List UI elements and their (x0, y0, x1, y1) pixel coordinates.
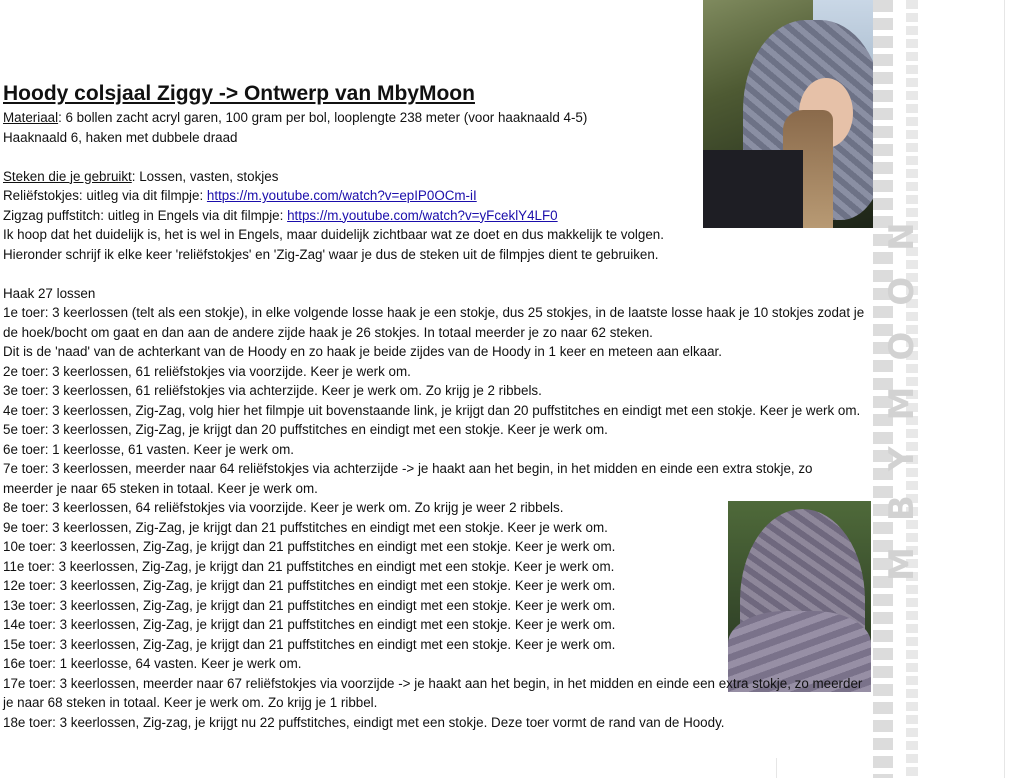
materials-label: Materiaal (3, 110, 59, 125)
footer-rule (776, 758, 777, 778)
row-1: 1e toer: 3 keerlossen (telt als een stokje), in elke volgende losse haak je een stokje, dus 25 stokjes, in de laatste losse haak je 10 stokjes zodat je de hoek/bocht om gaat en dan aan de andere zijde haak je 26 stokjes. In totaal meerder je zo naar 62 steken. (3, 305, 865, 340)
row-17: 17e toer: 3 keerlossen, meerder naar 67 reliëfstokjes via voorzijde -> je haakt aan het begin, in het midden en einde een extra stokje, zo meerder je naar 68 steken in totaal. Keer je werk om. Zo krijg je 1 ribbel. (3, 675, 863, 710)
intro-line-2: Hieronder schrijf ik elke keer 'reliëfstokjes' en 'Zig-Zag' waar je dus de steken uit de filmpjes dient te gebruiken. (3, 246, 659, 262)
row-14: 14e toer: 3 keerlossen, Zig-Zag, je krijgt dan 21 puffstitches en eindigt met een stokje. Keer je werk om. (3, 617, 616, 632)
intro-line-1: Ik hoop dat het duidelijk is, het is wel in Engels, maar duidelijk zichtbaar wat ze doet en dus makkelijk te volgen. (3, 227, 664, 242)
start-chain: Haak 27 lossen (3, 285, 96, 301)
row-10: 10e toer: 3 keerlossen, Zig-Zag, je krijgt dan 21 puffstitches en eindigt met een stokje. Keer je werk om. (3, 539, 616, 554)
zigzag-text: Zigzag puffstitch: uitleg in Engels via dit filmpje: (3, 207, 288, 223)
row-12: 12e toer: 3 keerlossen, Zig-Zag, je krijgt dan 21 puffstitches en eindigt met een stokje. Keer je werk om. (3, 578, 616, 593)
row-18: 18e toer: 3 keerlossen, Zig-zag, je krijgt nu 22 puffstitches, eindigt met een stokje. Deze toer vormt de rand van de Hoody. (3, 714, 725, 730)
relief-line (3, 186, 873, 206)
row-1-note: Dit is de 'naad' van de achterkant van de Hoody en zo haak je beide zijdes van de Hoody in 1 keer en meteen aan elkaar. (3, 344, 723, 359)
row-5: 5e toer: 3 keerlossen, Zig-Zag, je krijgt dan 20 puffstitches en eindigt met een stokje. Keer je werk om. (3, 422, 608, 437)
row-15: 15e toer: 3 keerlossen, Zig-Zag, je krijgt dan 21 puffstitches en eindigt met een stokje. Keer je werk om. (3, 636, 616, 652)
relief-video-link[interactable]: https://m.youtube.com/watch?v=epIP0OCm-iI (206, 188, 477, 203)
row-2: 2e toer: 3 keerlossen, 61 reliëfstokjes via voorzijde. Keer je werk om. (3, 363, 411, 379)
row-11: 11e toer: 3 keerlossen, Zig-Zag, je krijgt dan 21 puffstitches en eindigt met een stokje. Keer je werk om. (3, 558, 615, 574)
page-title: Hoody colsjaal Ziggy -> Ontwerp van MbyMoon (3, 82, 475, 105)
stitches-line (3, 167, 873, 187)
pattern-document (3, 80, 873, 732)
relief-text: Reliëfstokjes: uitleg via dit filmpje: (3, 188, 207, 203)
row-7: 7e toer: 3 keerlossen, meerder naar 64 reliëfstokjes via achterzijde -> je haakt aan het begin, in het midden en einde een extra stokje, zo meerder je naar 65 steken in totaal. Keer je werk om. (3, 461, 813, 496)
watermark-text: MBYMOON (882, 196, 922, 582)
row-8: 8e toer: 3 keerlossen, 64 reliëfstokjes via voorzijde. Keer je werk om. Zo krijg je weer 2 ribbels. (3, 500, 564, 515)
row-3: 3e toer: 3 keerlossen, 61 reliëfstokjes via achterzijde. Keer je werk om. Zo krijg je 2 ribbels. (3, 383, 542, 398)
materials-text: : 6 bollen zacht acryl garen, 100 gram per bol, looplengte 238 meter (voor haaknaald 4-5) (58, 110, 588, 125)
stitches-text: : Lossen, vasten, stokjes (131, 168, 279, 184)
row-13: 13e toer: 3 keerlossen, Zig-Zag, je krijgt dan 21 puffstitches en eindigt met een stokje. Keer je werk om. (3, 597, 616, 613)
row-6: 6e toer: 1 keerlosse, 61 vasten. Keer je werk om. (3, 441, 295, 457)
zigzag-line (3, 206, 873, 226)
hook-line: Haaknaald 6, haken met dubbele draad (3, 129, 238, 145)
zigzag-video-link[interactable]: https://m.youtube.com/watch?v=yFceklY4LF0 (287, 207, 558, 223)
row-4: 4e toer: 3 keerlossen, Zig-Zag, volg hier het filmpje uit bovenstaande link, je krijgt dan 20 puffstitches en eindigt met een stokje. Keer je werk om. (3, 402, 861, 418)
stitches-label: Steken die je gebruikt (3, 168, 132, 184)
page-edge-rule (1004, 0, 1005, 778)
row-16: 16e toer: 1 keerlosse, 64 vasten. Keer je werk om. (3, 656, 302, 671)
watermark-strip (873, 0, 924, 778)
materials-line (3, 108, 873, 128)
row-9: 9e toer: 3 keerlossen, Zig-Zag, je krijgt dan 21 puffstitches en eindigt met een stokje. Keer je werk om. (3, 519, 608, 535)
